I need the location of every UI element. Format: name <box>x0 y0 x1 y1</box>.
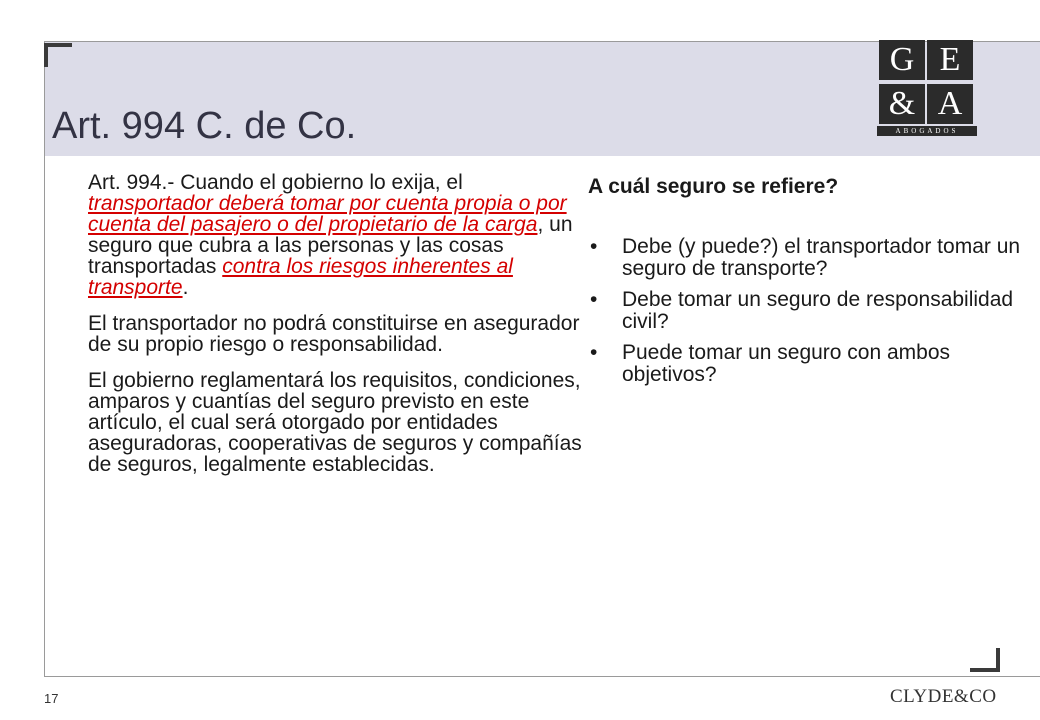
paragraph-1-text-2: , un seguro que cubra a las personas y las cosas transportadas <box>88 213 573 278</box>
logo-subtitle: ABOGADOS <box>877 126 977 136</box>
article-paragraph-2: El transportador no podrá constituirse en asegurador de su propio riesgo o responsabilidad. <box>88 312 580 356</box>
question-text: Debe tomar un seguro de responsabilidad civil? <box>622 288 1014 333</box>
paragraph-1-text-1: Art. 994.- Cuando el gobierno lo exija, el <box>88 171 463 194</box>
logo-letter-e: E <box>927 40 973 80</box>
clyde-co-logo: CLYDE&CO <box>890 686 997 707</box>
list-item <box>588 289 1028 333</box>
list-item <box>588 342 1028 386</box>
highlight-transportador: transportador deberá tomar por cuenta propia o por cuenta del pasajero o del propietario de la carga <box>88 192 567 236</box>
questions-heading: A cuál seguro se refiere? <box>588 175 839 198</box>
bullet-icon: • <box>590 288 598 311</box>
logo-letter-a: A <box>927 84 973 124</box>
gea-logo <box>877 38 977 138</box>
questions-list <box>588 236 1028 386</box>
highlight-riesgos: contra los riesgos inherentes al transporte <box>88 255 513 299</box>
paragraph-1-text-3: . <box>182 276 189 299</box>
slide-title: Art. 994 C. de Co. <box>52 105 357 147</box>
page-number: 17 <box>44 691 59 706</box>
article-paragraph-3: El gobierno reglamentará los requisitos, condiciones, amparos y cuantías del seguro previsto en este artículo, el cual será otorgado por entidades aseguradoras, cooperativas de seguros y compañías de seguros, legalmente establecidas. <box>88 369 582 476</box>
question-text: Puede tomar un seguro con ambos objetivos? <box>622 341 951 386</box>
bullet-icon: • <box>590 341 598 364</box>
corner-bracket-top-left <box>44 43 72 67</box>
list-item <box>588 236 1028 280</box>
bullet-icon: • <box>590 235 598 258</box>
corner-bracket-bottom-right <box>970 648 1000 672</box>
article-paragraph-1 <box>88 172 583 298</box>
logo-ampersand: & <box>879 84 925 124</box>
logo-letter-g: G <box>879 40 925 80</box>
article-text <box>88 172 583 490</box>
question-text: Debe (y puede?) el transportador tomar un seguro de transporte? <box>622 235 1021 280</box>
questions-panel <box>588 176 1028 395</box>
